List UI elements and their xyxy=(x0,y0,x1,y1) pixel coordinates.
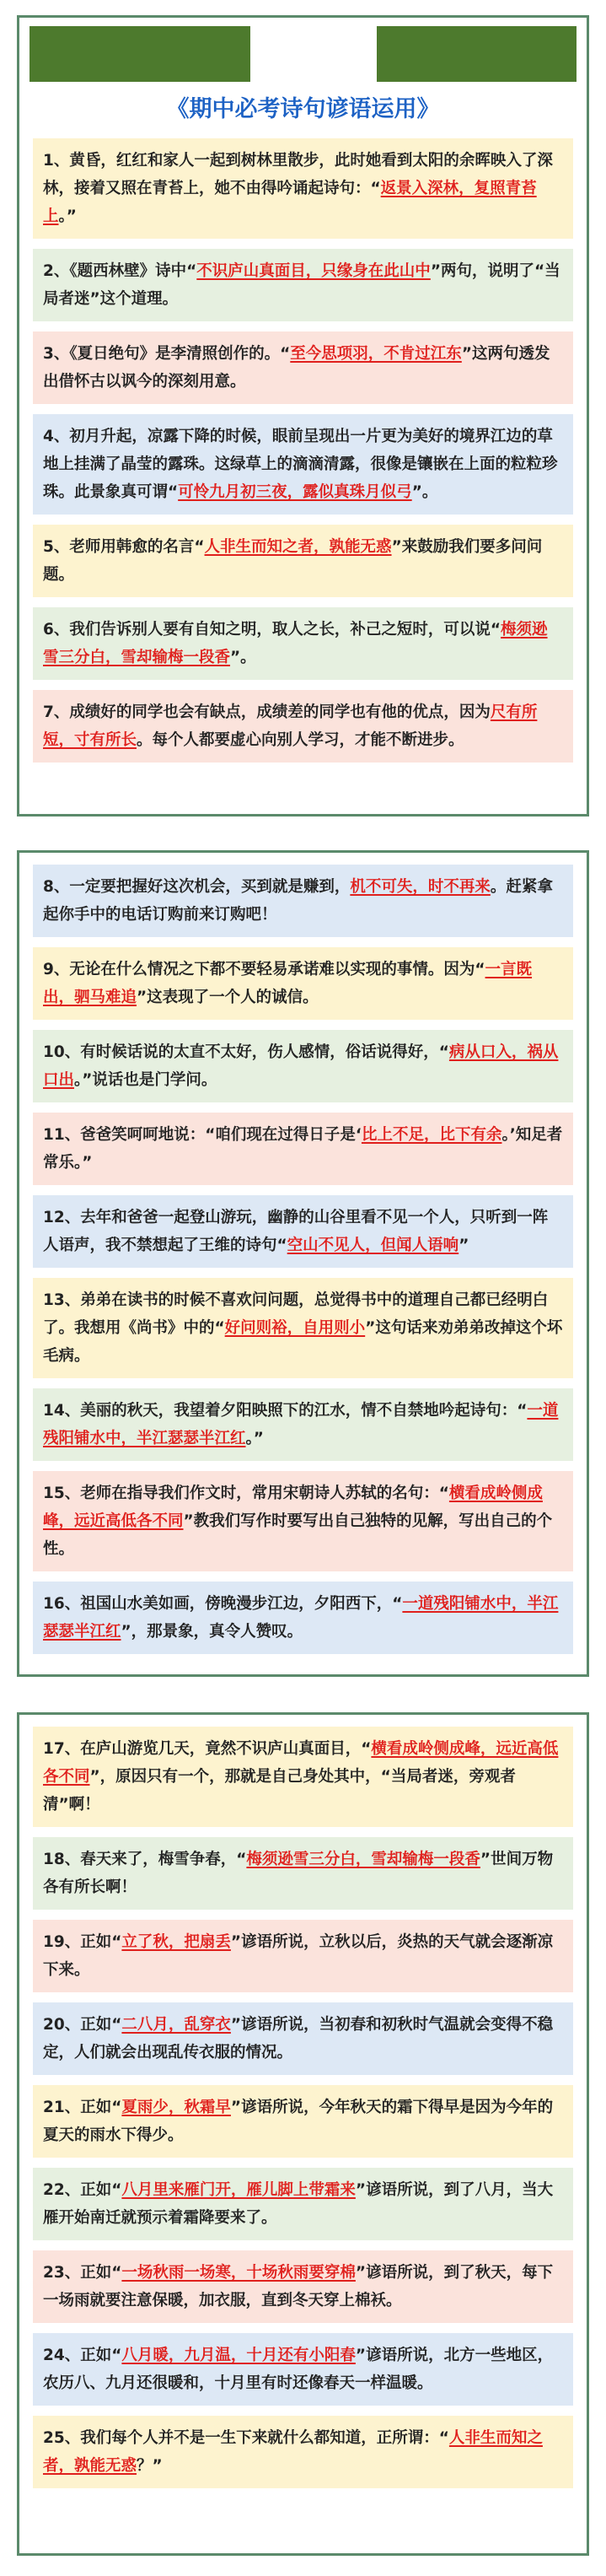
item-text: ”这句话来劝弟弟改掉这个坏毛病。 xyxy=(43,1319,563,1365)
item-highlight: 尺有所短，寸有所长 xyxy=(43,703,538,749)
item-highlight: 横看成岭侧成峰，远近高低各不同 xyxy=(43,1485,543,1530)
item-text: ”谚语所说，今年秋天的霜下得早是因为今年的夏天的雨水下得少。 xyxy=(43,2099,554,2144)
item-text: 24、正如“ xyxy=(43,2347,122,2364)
item-text: 15、老师在指导我们作文时，常用宋朝诗人苏轼的名句：“ xyxy=(43,1485,449,1502)
item-highlight: 人非生而知之者，孰能无惑 xyxy=(43,2429,543,2475)
item-text: 11、爸爸笑呵呵地说：“咱们现在过得日子是‘ xyxy=(43,1126,362,1144)
list-item xyxy=(33,607,573,680)
item-text: 10、有时候话说的太直不太好，伤人感情，俗话说得好，“ xyxy=(43,1043,449,1061)
item-text: 5、老师用韩愈的名言“ xyxy=(43,538,205,556)
item-highlight: 一道残阳铺水中，半江瑟瑟半江红 xyxy=(43,1402,559,1447)
item-highlight: 空山不见人，但闻人语响 xyxy=(287,1237,459,1254)
item-text: 12、去年和爸爸一起登山游玩，幽静的山谷里看不见一个人，只听到一阵人语声，我不禁想起了王维的诗句“ xyxy=(43,1209,549,1254)
list-item xyxy=(33,1727,573,1827)
item-highlight: 一道残阳铺水中，半江瑟瑟半江红 xyxy=(43,1595,559,1641)
item-text: 3、《夏日绝句》是李清照创作的。“ xyxy=(43,345,291,363)
item-highlight: 人非生而知之者，孰能无惑 xyxy=(204,538,392,556)
item-highlight: 夏雨少，秋霜早 xyxy=(121,2099,231,2116)
list-item xyxy=(33,1471,573,1571)
item-text: 21、正如“ xyxy=(43,2099,122,2116)
item-text: ”谚语所说，立秋以后，炎热的天气就会逐渐凉下来。 xyxy=(43,1933,554,1979)
item-text: 8、一定要把握好这次机会，买到就是赚到， xyxy=(43,878,351,896)
item-text: ”世间万物各有所长啊！ xyxy=(43,1851,554,1896)
list-item xyxy=(33,414,573,515)
item-text: ”谚语所说，北方一些地区，农历八、九月还很暖和，十月里有时还像春天一样温暖。 xyxy=(43,2347,554,2392)
item-highlight: 梅须逊雪三分白，雪却输梅一段香 xyxy=(43,621,548,666)
list-item xyxy=(33,2085,573,2158)
list-item xyxy=(33,1278,573,1378)
section-card-3 xyxy=(17,1712,589,2556)
item-highlight: 八月暖，九月温，十月还有小阳春 xyxy=(121,2347,356,2364)
item-highlight: 梅须逊雪三分白，雪却输梅一段香 xyxy=(246,1851,480,1868)
item-highlight: 八月里来雁门开，雁儿脚上带霜来 xyxy=(121,2181,356,2199)
item-text: 2、《题西林壁》诗中“ xyxy=(43,262,197,280)
item-highlight: 好问则裕，自用则小 xyxy=(224,1319,366,1337)
item-text: ”谚语所说，到了八月，当大雁开始南迁就预示着霜降要来了。 xyxy=(43,2181,554,2227)
list-item xyxy=(33,947,573,1020)
item-text: 。” xyxy=(245,1430,264,1447)
list-item xyxy=(33,1113,573,1185)
item-text: 18、春天来了，梅雪争春，“ xyxy=(43,1851,247,1868)
item-text: ”两句，说明了“当局者迷”这个道理。 xyxy=(43,262,560,308)
item-text: ”，原因只有一个，那就是自己身处其中，“当局者迷，旁观者清”啊！ xyxy=(43,1768,516,1813)
item-text: ”教我们写作时要写出自己独特的见解，写出自己的个性。 xyxy=(43,1512,553,1558)
item-highlight: 一场秋雨一场寒，十场秋雨要穿棉 xyxy=(121,2264,356,2282)
item-highlight: 机不可失，时不再来 xyxy=(350,878,491,896)
item-text: 。”说话也是门学问。 xyxy=(74,1071,217,1089)
section-card-1 xyxy=(17,15,589,816)
item-text: 7、成绩好的同学也会有缺点，成绩差的同学也有他的优点，因为 xyxy=(43,703,491,721)
item-text: ”，那景象，真令人赞叹。 xyxy=(121,1623,303,1641)
list-item xyxy=(33,1920,573,1992)
list-item xyxy=(33,1195,573,1268)
item-highlight: 横看成岭侧成峰，远近高低各不同 xyxy=(43,1740,559,1786)
item-text: ”。 xyxy=(230,649,256,666)
item-text: 4、初月升起，凉露下降的时候，眼前呈现出一片更为美好的境界江边的草地上挂满了晶莹的露珠。这绿草上的滴滴清露，很像是镶嵌在上面的粒粒珍珠。此景象真可谓“ xyxy=(43,428,558,501)
item-highlight: 比上不足，比下有余 xyxy=(361,1126,502,1144)
item-highlight: 至今思项羽，不肯过江东 xyxy=(290,345,462,363)
item-highlight: 二八月，乱穿衣 xyxy=(121,2016,231,2034)
items-group-1 xyxy=(33,138,573,763)
item-text: ”谚语所说，到了秋天，每下一场雨就要注意保暖，加衣服，直到冬天穿上棉袄。 xyxy=(43,2264,554,2309)
item-text: ”这表现了一个人的诚信。 xyxy=(137,989,319,1006)
list-item xyxy=(33,2416,573,2488)
item-text: ”谚语所说，当初春和初秋时气温就会变得不稳定，人们就会出现乱传衣服的情况。 xyxy=(43,2016,554,2061)
list-item xyxy=(33,2250,573,2323)
item-text: ” xyxy=(459,1237,469,1254)
item-text: 。” xyxy=(58,207,77,225)
item-text: ”。 xyxy=(411,483,438,501)
item-text: 23、正如“ xyxy=(43,2264,122,2282)
item-text: 17、在庐山游览几天，竟然不识庐山真面目，“ xyxy=(43,1740,372,1758)
list-item xyxy=(33,1837,573,1910)
item-text: ”这两句透发出借怀古以讽今的深刻用意。 xyxy=(43,345,550,391)
list-item xyxy=(33,138,573,239)
header-banner xyxy=(29,26,577,82)
item-text: 25、我们每个人并不是一生下来就什么都知道，正所谓：“ xyxy=(43,2429,449,2447)
list-item xyxy=(33,1582,573,1654)
list-item xyxy=(33,2168,573,2240)
item-text: 。’知足者常乐。” xyxy=(43,1126,563,1172)
item-text: 14、美丽的秋天，我望着夕阳映照下的江水，情不自禁地吟起诗句：“ xyxy=(43,1402,528,1420)
banner-blank-block xyxy=(250,26,377,82)
item-text: 13、弟弟在读书的时候不喜欢问问题，总觉得书中的道理自己都已经明白了。我想用《尚书》中的“ xyxy=(43,1291,549,1337)
item-text: 9、无论在什么情况之下都不要轻易承诺难以实现的事情。因为“ xyxy=(43,961,485,978)
item-highlight: 不识庐山真面目，只缘身在此山中 xyxy=(196,262,431,280)
item-text: 22、正如“ xyxy=(43,2181,122,2199)
list-item xyxy=(33,1030,573,1102)
list-item xyxy=(33,331,573,404)
item-highlight: 立了秋，把扇丢 xyxy=(121,1933,231,1951)
items-group-3 xyxy=(33,1727,573,2488)
list-item xyxy=(33,865,573,937)
item-highlight: 返景入深林，复照青苔上 xyxy=(43,180,537,225)
list-item xyxy=(33,249,573,321)
list-item xyxy=(33,1388,573,1461)
item-text: 20、正如“ xyxy=(43,2016,122,2034)
item-text: 。每个人都要虚心向别人学习，才能不断进步。 xyxy=(137,731,464,749)
item-text: ”来鼓励我们要多问问题。 xyxy=(43,538,543,584)
item-text: 1、黄昏，红红和家人一起到树林里散步，此时她看到太阳的余晖映入了深林，接着又照在青苔上，她不由得吟诵起诗句：“ xyxy=(43,152,553,197)
list-item xyxy=(33,525,573,597)
list-item xyxy=(33,2333,573,2406)
item-text: ？” xyxy=(137,2457,163,2475)
list-item xyxy=(33,2002,573,2075)
item-highlight: 一言既出，驷马难追 xyxy=(43,961,533,1006)
item-text: 6、我们告诉别人要有自知之明，取人之长，补己之短时，可以说“ xyxy=(43,621,501,639)
item-text: 19、正如“ xyxy=(43,1933,122,1951)
item-text: 16、祖国山水美如画，傍晚漫步江边，夕阳西下，“ xyxy=(43,1595,403,1613)
items-group-2 xyxy=(33,865,573,1654)
item-highlight: 可怜九月初三夜，露似真珠月似弓 xyxy=(178,483,412,501)
page-title: 《期中必考诗句谚语运用》 xyxy=(166,96,440,122)
item-text: 。赶紧拿起你手中的电话订购前来订购吧！ xyxy=(43,878,553,924)
list-item xyxy=(33,690,573,763)
item-highlight: 病从口入，祸从口出 xyxy=(43,1043,559,1089)
section-card-2 xyxy=(17,850,589,1677)
